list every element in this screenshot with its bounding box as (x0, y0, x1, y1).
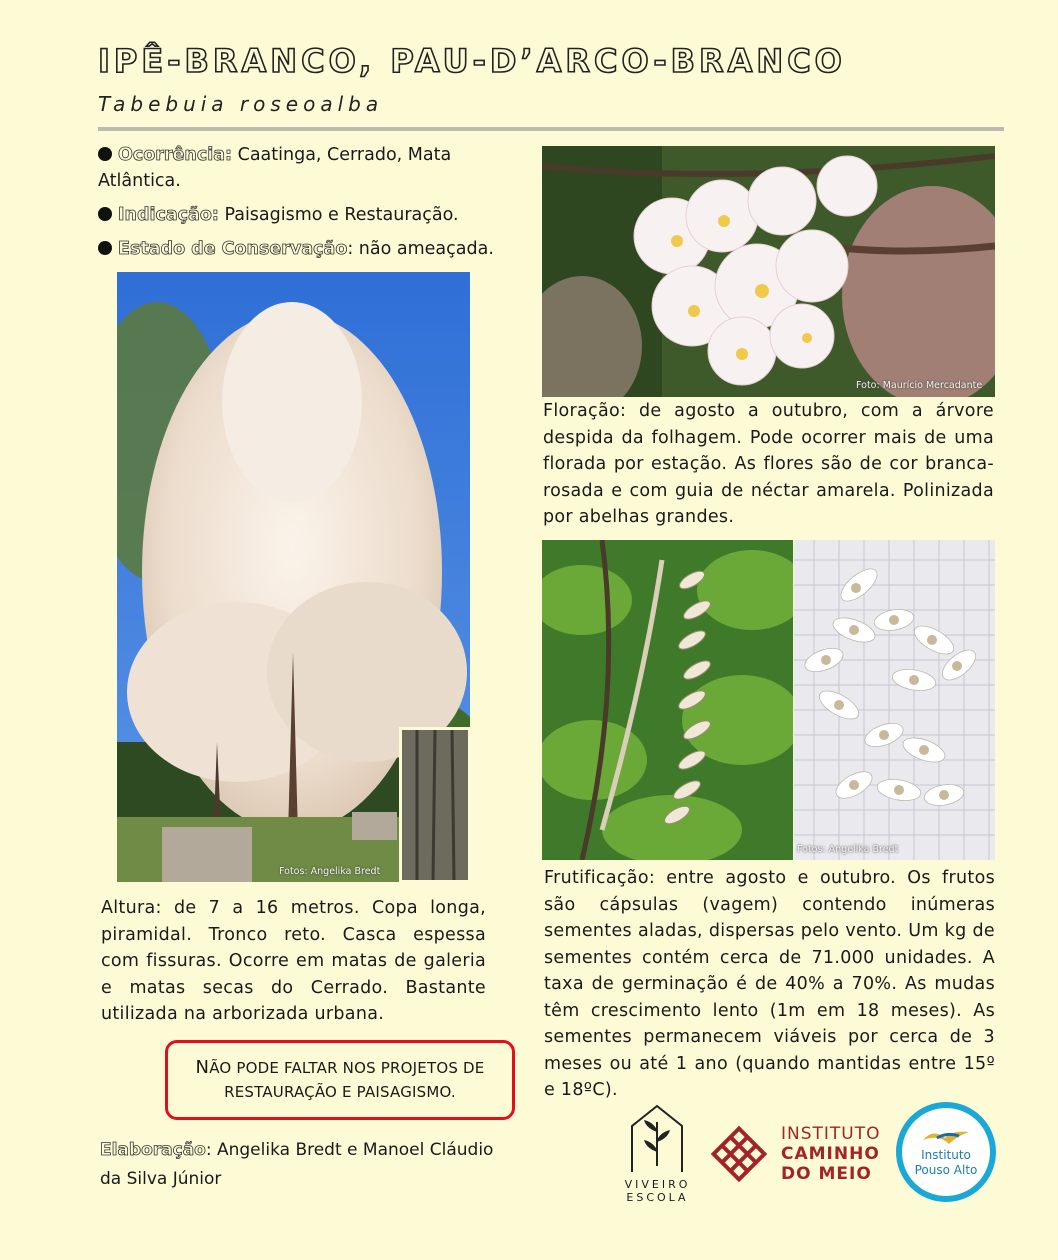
fruit-illustration (542, 540, 793, 860)
pouso-line1: Instituto (921, 1148, 971, 1162)
viveiro-line2: ESCOLA (626, 1191, 689, 1204)
endless-knot-icon (707, 1122, 771, 1186)
scientific-name: Tabebuia roseoalba (98, 92, 384, 116)
height-description: Altura: de 7 a 16 metros. Copa longa, piramidal. Tronco reto. Casca espessa com fissuras. Ocorre em matas de galeria e matas secas do Cerrado. Bastante utilizada na arborizada urbana. (101, 898, 486, 1024)
callout-line-2: RESTAURAÇÃO E PAISAGISMO. (224, 1083, 456, 1101)
indication-label: Indicação: (118, 205, 219, 225)
viveiro-escola-logo (620, 1102, 695, 1202)
callout-line-1: NÃO PODE FALTAR NOS PROJETOS DE (195, 1057, 485, 1078)
credits (100, 1136, 520, 1194)
header-divider (98, 127, 1004, 131)
tree-illustration (117, 272, 470, 882)
occurrence-text: Caatinga, Cerrado, Mata Atlântica. (98, 145, 452, 191)
flowering-description: Floração: de agosto a outubro, com a árvore despida da folhagem. Pode ocorrer mais de uma florada por estação. As flores são de cor branca-rosada e com guia de néctar amarela. Polinizada por abelhas grandes. (543, 401, 994, 527)
page-title: IPÊ-BRANCO, PAU-D’ARCO-BRANCO (98, 42, 846, 80)
flower-illustration (542, 146, 995, 397)
conservation-text: : não ameaçada. (347, 239, 494, 259)
conservation-label: Estado de Conservação (118, 239, 348, 259)
credits-text: : Angelika Bredt e Manoel Cláudio da Silva Júnior (100, 1140, 494, 1189)
instituto-pouso-alto-logo (896, 1102, 996, 1202)
bullet-dot-icon (98, 241, 112, 255)
pouso-line2: Pouso Alto (914, 1163, 978, 1177)
occurrence-label: Ocorrência: (118, 145, 233, 165)
tree-photo-credit: Fotos: Angelika Bredt (279, 866, 381, 877)
bullet-dot-icon (98, 207, 112, 221)
indication-text: Paisagismo e Restauração. (218, 205, 459, 225)
bullet-dot-icon (98, 147, 112, 161)
bullet-conservation (98, 236, 508, 262)
flower-photo-credit: Foto: Maurício Mercadante (856, 380, 983, 391)
fruit-photo (542, 540, 793, 860)
bullet-occurrence (98, 142, 508, 194)
birds-icon (919, 1126, 973, 1148)
species-info-list (98, 142, 508, 270)
instituto-line2: CAMINHO (781, 1144, 880, 1164)
seeds-illustration (794, 540, 995, 860)
instituto-line3: DO MEIO (781, 1164, 872, 1184)
bullet-indication (98, 202, 508, 228)
fruiting-description: Frutificação: entre agosto e outubro. Os frutos são cápsulas (vagem) contendo inúmeras sementes aladas, dispersas pelo vento. Um kg de sementes contém cerca de 71.000 unidades. A taxa de germinação é de 40% a 70%. As mudas têm crescimento lento (1m em 18 meses). As sementes permanecem viáveis por cerca de 3 meses ou até 1 ano (quando mantidas entre 15º e 18ºC). (544, 868, 995, 1100)
credits-label: Elaboração (100, 1140, 206, 1160)
tree-photo (117, 272, 470, 882)
viveiro-escola-icon (620, 1102, 695, 1174)
instituto-line1: INSTITUTO (781, 1124, 881, 1144)
fruit-photo-credit: Fotos: Angelika Bredt (797, 844, 899, 855)
flower-photo (542, 146, 995, 397)
callout-box (165, 1040, 515, 1120)
viveiro-line1: VIVEIRO (624, 1178, 691, 1191)
instituto-caminho-do-meio-logo (707, 1118, 887, 1193)
seeds-photo (794, 540, 995, 860)
